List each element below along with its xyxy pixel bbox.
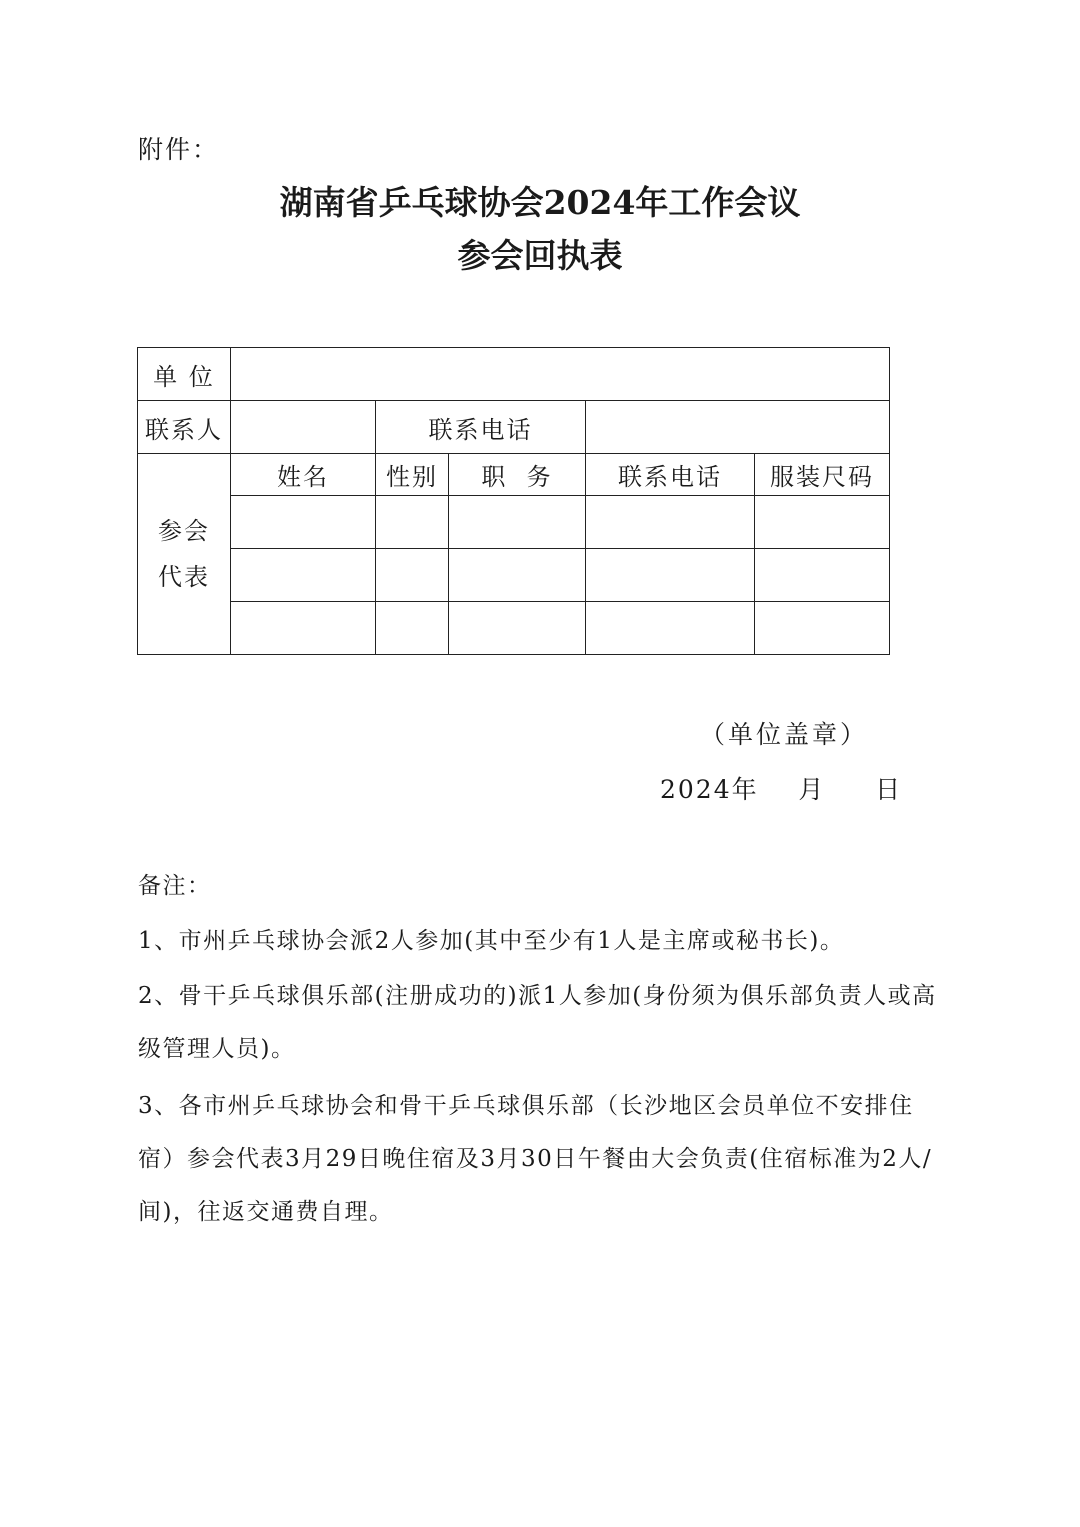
delegates-label-line1: 参会 — [158, 517, 210, 545]
delegates-header-row — [138, 454, 890, 496]
delegate-name-cell[interactable] — [231, 602, 376, 655]
delegate-name-cell[interactable] — [231, 549, 376, 602]
notes-heading: 备注： — [138, 873, 212, 899]
unit-label: 单 位 — [138, 348, 231, 401]
delegate-gender-cell[interactable] — [376, 602, 449, 655]
table-row — [138, 549, 890, 602]
contact-value-cell[interactable] — [231, 401, 376, 454]
delegates-label — [138, 454, 231, 655]
delegate-phone-cell[interactable] — [586, 549, 755, 602]
delegate-phone-cell[interactable] — [586, 602, 755, 655]
attachment-label: 附件： — [138, 135, 220, 164]
delegate-phone-cell[interactable] — [586, 496, 755, 549]
delegate-position-cell[interactable] — [449, 496, 586, 549]
note-item-1: 1、市州乒乓球协会派2人参加(其中至少有1人是主席或秘书长)。 — [138, 928, 845, 954]
table-row — [138, 496, 890, 549]
note-item-2: 2、骨干乒乓球俱乐部(注册成功的)派1人参加(身份须为俱乐部负责人或高级管理人员)。 — [138, 983, 937, 1062]
document-title: 湖南省乒乓球协会2024年工作会议 — [279, 183, 801, 222]
delegate-gender-cell[interactable] — [376, 496, 449, 549]
delegate-name-cell[interactable] — [231, 496, 376, 549]
unit-seal-text: （单位盖章） — [700, 720, 869, 749]
unit-value-cell[interactable] — [231, 348, 890, 401]
column-header-phone: 联系电话 — [586, 454, 755, 496]
contact-label: 联系人 — [138, 401, 231, 454]
document-subtitle: 参会回执表 — [457, 236, 623, 275]
delegate-gender-cell[interactable] — [376, 549, 449, 602]
delegates-label-line2: 代表 — [158, 563, 210, 591]
delegate-size-cell[interactable] — [755, 496, 890, 549]
date-line: 2024年 月 日 — [660, 775, 903, 804]
delegate-size-cell[interactable] — [755, 549, 890, 602]
delegate-size-cell[interactable] — [755, 602, 890, 655]
note-item-3: 3、各市州乒乓球协会和骨干乒乓球俱乐部（长沙地区会员单位不安排住宿）参会代表3月29日晚住宿及3月30日午餐由大会负责(住宿标准为2人/间)，往返交通费自理。 — [138, 1093, 933, 1225]
contact-phone-label: 联系电话 — [376, 401, 586, 454]
contact-phone-value-cell[interactable] — [586, 401, 890, 454]
unit-row — [138, 348, 890, 401]
table-row — [138, 602, 890, 655]
column-header-position: 职 务 — [449, 454, 586, 496]
reply-form-table — [137, 347, 890, 655]
column-header-name: 姓名 — [231, 454, 376, 496]
column-header-clothing-size: 服装尺码 — [755, 454, 890, 496]
delegate-position-cell[interactable] — [449, 549, 586, 602]
column-header-gender: 性别 — [376, 454, 449, 496]
delegate-position-cell[interactable] — [449, 602, 586, 655]
contact-row — [138, 401, 890, 454]
